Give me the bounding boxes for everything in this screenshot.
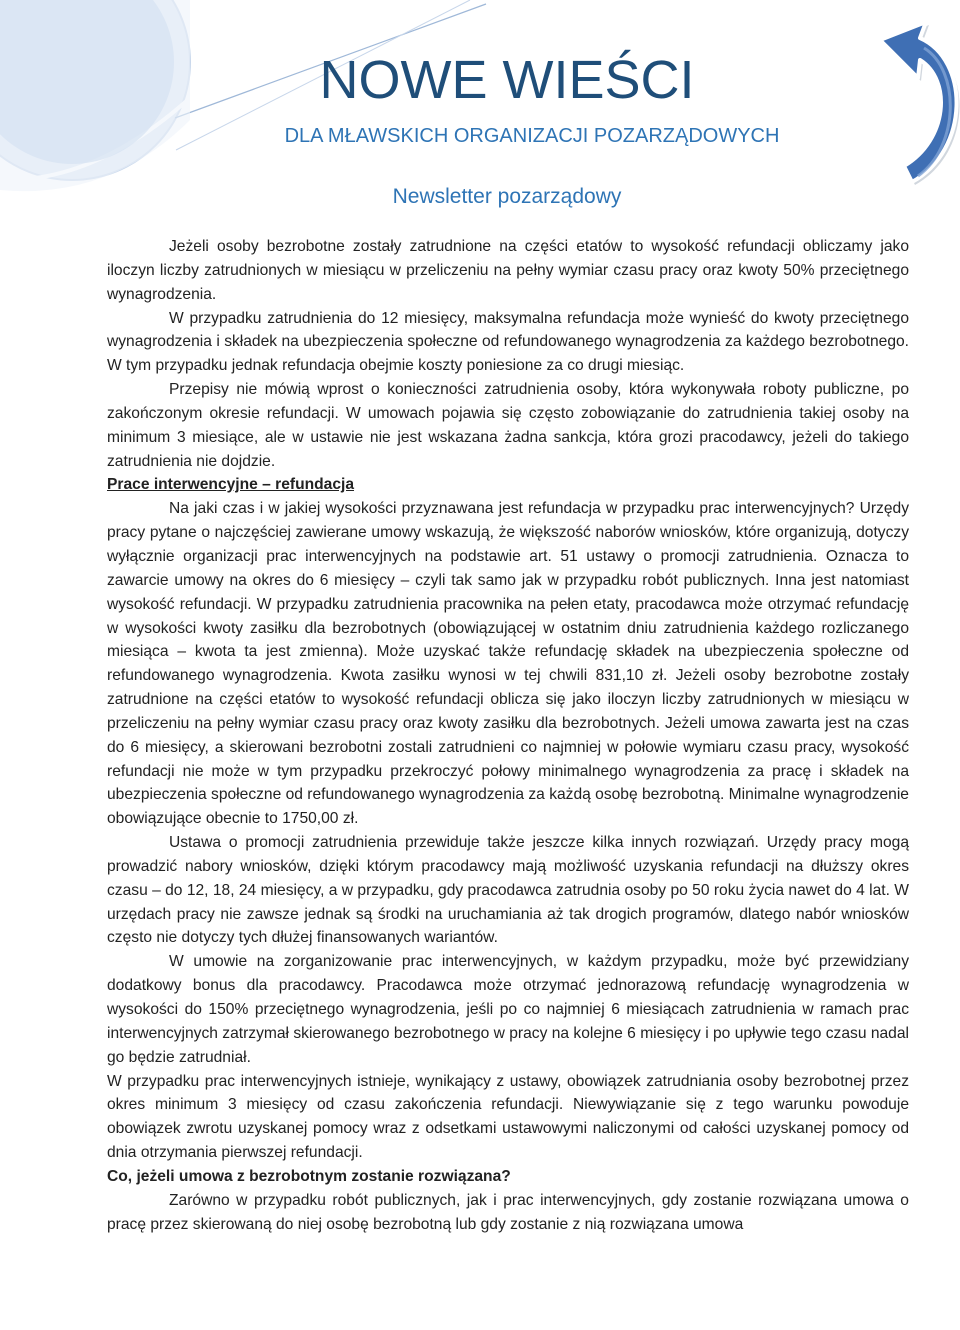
paragraph-5: Ustawa o promocji zatrudnienia przewiduje także jeszcze kilka innych rozwiązań. Urzędy pracy mogą prowadzić nabory wniosków, dzięki którym pracodawcy mają możliwość uzyskania refundacji na dłuższy okres czasu – do 12, 18, 24 miesięcy, a w przypadku, gdy pracodawca zatrudnia osoby po 50 roku życia nawet do 4 lat. W urzędach pracy nie zawsze jednak są środki na uruchamiania aż tak drogich programów, dlatego nabór wniosków często nie dotyczy tych dłużej finansowanych wariantów. (107, 834, 909, 947)
paragraph-2: W przypadku zatrudnienia do 12 miesięcy, maksymalna refundacja może wynieść do kwoty przeciętnego wynagrodzenia i składek na ubezpieczenia społeczne od refundowanego wynagrodzenia za każdego bezrobotnego. W tym przypadku jednak refundacja obejmie koszty poniesione za co drugi miesiąc. (107, 309, 909, 375)
paragraph-3: Przepisy nie mówią wprost o konieczności zatrudnienia osoby, która wykonywała roboty publiczne, po zakończonym okresie refundacji. W umowach pojawia się często zobowiązanie do zatrudnienia takiej osoby na minimum 3 miesiące, ale w ustawie nie jest wskazana żadna sankcja, która grozi pracodawcy, jeżeli do takiego zatrudnienia nie dojdzie. (107, 381, 909, 470)
paragraph-1: Jeżeli osoby bezrobotne zostały zatrudnione na części etatów to wysokość refundacji obliczamy jako iloczyn liczby zatrudnionych w miesiącu w przeliczeniu na pełny wymiar czasu pracy oraz kwoty 50% przeciętnego wynagrodzenia. (107, 238, 909, 303)
paragraph-8: Zarówno w przypadku robót publicznych, jak i prac interwencyjnych, gdy zostanie rozwiązana umowa o pracę przez skierowaną do niej osobę bezrobotną lub gdy zostanie z nią rozwiązana umowa (107, 1191, 909, 1233)
article-body (107, 235, 909, 1236)
paragraph-6: W umowie na zorganizowanie prac interwencyjnych, w każdym przypadku, może być przewidziany dodatkowy bonus dla pracodawcy. Pracodawca może otrzymać jednorazową refundację wynagrodzenia w wysokości do 150% przeciętnego wynagrodzenia, jeśli po co najmniej 6 miesiącach zatrudnienia w ramach prac interwencyjnych zatrzymał skierowanego bezrobotnego w pracy na kolejne 6 miesięcy i po upływie tego czasu nadal go będzie zatrudniał. (107, 953, 909, 1066)
paragraph-4: Na jaki czas i w jakiej wysokości przyznawana jest refundacja w przypadku prac interwencyjnych? Urzędy pracy pytane o najczęściej zawierane umowy wskazują, że większość naborów wniosków, które organizują, dotyczy wyłącznie organizacji prac interwencyjnych na podstawie art. 51 ustawy o promocji zatrudnienia. Oznacza to zawarcie umowy na okres do 6 miesięcy – czyli tak samo jak w przypadku robót publicznych. Inna jest natomiast wysokość refundacji. W przypadku zatrudnienia pracownika na pełen etaty, pracodawca może otrzymać refundację w wysokości kwoty zasiłku dla bezrobotnych (obowiązującej w ostatnim dniu zatrudnienia każdego rozliczanego miesiąca – kwota ta jest zmienna). Może uzyskać także refundację składek na ubezpieczenia społeczne od refundowanego wynagrodzenia. Kwota zasiłku wynosi w tej chwili 831,10 zł. Jeżeli osoby bezrobotne zostały zatrudnione na części etatów to wysokość refundacji oblicza się jako iloczyn liczby zatrudnionych w miesiącu w przeliczeniu na pełny wymiar czasu pracy oraz kwoty zasiłku dla bezrobotnych. Jeżeli umowa zawarta jest na czas do 6 miesięcy, a skierowani bezrobotni zostali zatrudnieni co najmniej w połowie wymiaru czasu pracy, wysokość refundacji nie może w tym przypadku przekroczyć połowy minimalnego wynagrodzenia za pracę i składek na ubezpieczenia społeczne od refundowanego wynagrodzenia za każdą osobę bezrobotną. Minimalne wynagrodzenie obowiązujące obecnie to 1750,00 zł. (107, 500, 909, 828)
paragraph-7: W przypadku prac interwencyjnych istnieje, wynikający z ustawy, obowiązek zatrudniania osoby bezrobotnej przez okres minimum 3 miesięcy od czasu zakończenia refundacji. Niewywiązanie się z tego warunku powoduje obowiązek zwrotu uzyskanej pomocy wraz z odsetkami ustawowymi naliczonymi od całości uzyskanej pomocy od dnia otrzymania pierwszej refundacji. (107, 1072, 909, 1162)
page-title: NOWE WIEŚCI (319, 50, 695, 110)
newsletter-label: Newsletter pozarządowy (392, 185, 622, 208)
section-heading-interventional-work (107, 473, 909, 497)
section-heading-contract-termination: Co, jeżeli umowa z bezrobotnym zostanie rozwiązana? (107, 1167, 511, 1185)
section-heading-text: Prace interwencyjne – refundacja (107, 476, 355, 494)
page-subtitle: DLA MŁAWSKICH ORGANIZACJI POZARZĄDOWYCH (284, 125, 780, 147)
